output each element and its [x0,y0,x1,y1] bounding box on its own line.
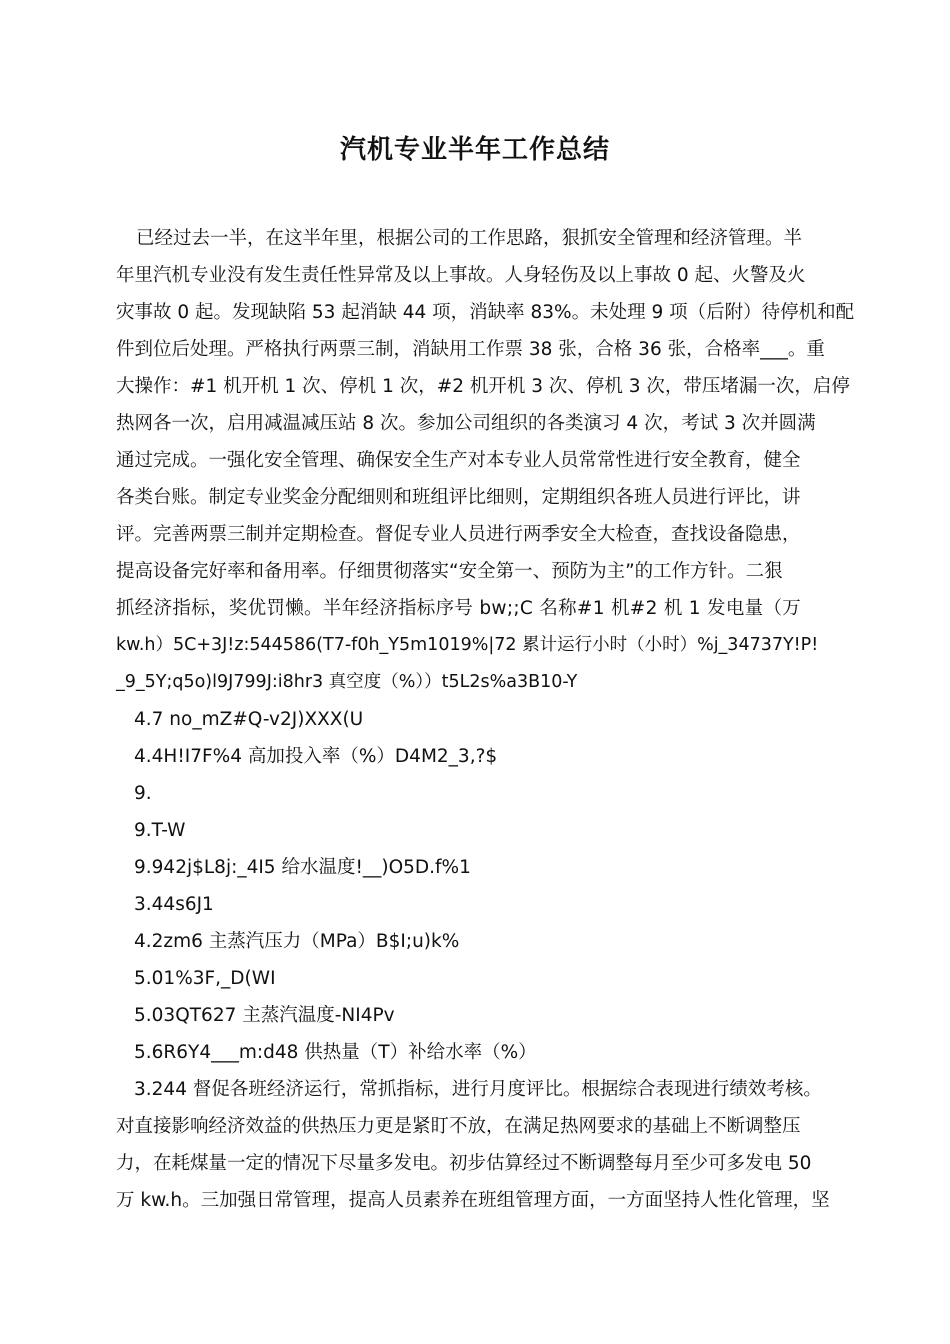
paragraph-line: kw.h）5C+3J!z:544586(T7-f0h_Y5m1019%|72 累计运行小时（小时）%j_34737Y!P! [116,635,819,655]
paragraph-line: 5.03QT627 主蒸汽温度-NI4Pv [134,1005,395,1026]
paragraph-line: 通过完成。一强化安全管理、确保安全生产对本专业人员常常性进行安全教育，健全 [116,450,801,471]
paragraph-line: 9.T-W [134,820,186,841]
paragraph-line: 各类台账。制定专业奖金分配细则和班组评比细则，定期组织各班人员进行评比，讲 [116,487,801,508]
paragraph-line: 4.2zm6 主蒸汽压力（MPa）B$I;u)k% [134,931,460,952]
paragraph-line: 评。完善两票三制并定期检查。督促专业人员进行两季安全大检查，查找设备隐患， [116,524,801,545]
paragraph-line: 已经过去一半，在这半年里，根据公司的工作思路，狠抓安全管理和经济管理。半 [136,228,803,249]
paragraph-line: 力，在耗煤量一定的情况下尽量多发电。初步估算经过不断调整每月至少可多发电 50 [116,1153,812,1174]
paragraph-line: 9.942j$L8j:_4I5 给水温度!__)O5D.f%1 [134,857,471,878]
paragraph-line: 万 kw.h。三加强日常管理，提高人员素养在班组管理方面，一方面坚持人性化管理，坚 [116,1190,830,1211]
paragraph-line: 提高设备完好率和备用率。仔细贯彻落实“安全第一、预防为主”的工作方针。二狠 [116,561,783,582]
paragraph-line: 对直接影响经济效益的供热压力更是紧盯不放，在满足热网要求的基础上不断调整压 [116,1116,801,1137]
paragraph-line: 抓经济指标，奖优罚懒。半年经济指标序号 bw;;C 名称#1 机#2 机 1 发电量（万 [116,598,802,619]
document-title: 汽机专业半年工作总结 [339,135,610,165]
paragraph-line: 大操作：#1 机开机 1 次、停机 1 次，#2 机开机 3 次、停机 3 次，带压堵漏一次，启停 [116,376,850,397]
paragraph-line: _9_5Y;q5o)l9J799J:i8hr3 真空度（%））t5L2s%a3B10-Y [116,672,578,692]
paragraph-line: 3.244 督促各班经济运行，常抓指标，进行月度评比。根据综合表现进行绩效考核。 [134,1079,822,1100]
paragraph-line: 年里汽机专业没有发生责任性异常及以上事故。人身轻伤及以上事故 0 起、火警及火 [116,265,806,286]
paragraph-line: 灾事故 0 起。发现缺陷 53 起消缺 44 项，消缺率 83%。未处理 9 项（后附）待停机和配 [116,302,855,323]
paragraph-line: 4.7 no_mZ#Q-v2J)XXX(U [134,709,364,730]
paragraph-line: 5.01%3F,_D(WI [134,968,276,989]
paragraph-line: 5.6R6Y4___m:d48 供热量（T）补给水率（%） [134,1042,537,1063]
paragraph-line: 件到位后处理。严格执行两票三制，消缺用工作票 38 张，合格 36 张，合格率___。重 [116,339,825,360]
document-body [116,220,855,1219]
paragraph-line: 4.4H!I7F%4 高加投入率（%）D4M2_3,?$ [134,746,498,767]
paragraph-line: 9. [134,783,152,804]
paragraph-line: 热网各一次，启用减温减压站 8 次。参加公司组织的各类演习 4 次，考试 3 次并圆满 [116,413,816,434]
paragraph-line: 3.44s6J1 [134,894,214,915]
